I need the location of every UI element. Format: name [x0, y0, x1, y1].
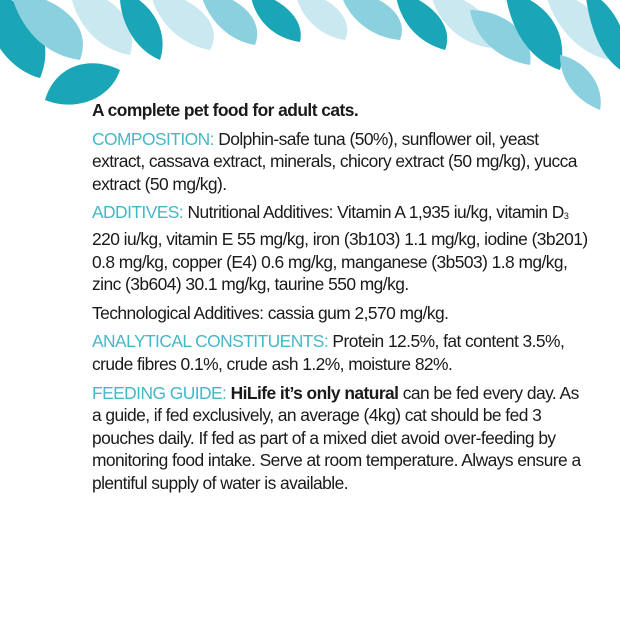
- analytical-text: Protein 12.5%, fat content 3.5%, crude fibres 0.1%, crude ash 1.2%, moisture 82%.: [92, 331, 565, 374]
- composition-section: [92, 128, 592, 196]
- composition-label: COMPOSITION:: [92, 128, 214, 149]
- additives-label: ADDITIVES:: [92, 202, 184, 223]
- additives-text-b: 220 iu/kg, vitamin E 55 mg/kg, iron (3b103) 1.1 mg/kg, iodine (3b201) 0.8 mg/kg, copper (E4) 0.6 mg/kg, manganese (3b503) 1.8 mg/kg, zinc (3b604) 30.1 mg/kg, taurine 550 mg/kg.: [92, 228, 588, 295]
- feeding-text: can be fed every day. As a guide, if fed exclusively, an average (4kg) cat should be fed 3 pouches daily. If fed as part of a mixed diet avoid over-feeding by monitoring food intake. Serve at room temperature. Always ensure a plentiful supply of water is available.: [92, 382, 581, 493]
- leaf-pattern-banner: [0, 0, 620, 110]
- intro-text: A complete pet food for adult cats.: [92, 100, 359, 120]
- vitamin-d-subscript: 3: [563, 211, 569, 222]
- feeding-section: [92, 382, 592, 495]
- nutrition-label: [92, 99, 592, 501]
- feeding-label: FEEDING GUIDE:: [92, 382, 227, 403]
- leaf-shape: [340, 0, 402, 40]
- brand-name: HiLife it’s only natural: [230, 382, 399, 403]
- additives-section: [92, 201, 592, 295]
- composition-text: Dolphin-safe tuna (50%), sunflower oil, yeast extract, cassava extract, minerals, chicory extract (50 mg/kg), yucca extract (50 mg/kg).: [92, 128, 577, 194]
- analytical-label: ANALYTICAL CONSTITUENTS:: [92, 331, 329, 352]
- additives-text-a: Nutritional Additives: Vitamin A 1,935 iu/kg, vitamin D: [187, 202, 564, 223]
- leaf-shape: [250, 0, 301, 42]
- leaf-shape: [295, 0, 347, 40]
- leaf-shapes: [0, 0, 620, 110]
- analytical-section: [92, 330, 592, 375]
- technological-additives: Technological Additives: cassia gum 2,570 mg/kg.: [92, 302, 449, 323]
